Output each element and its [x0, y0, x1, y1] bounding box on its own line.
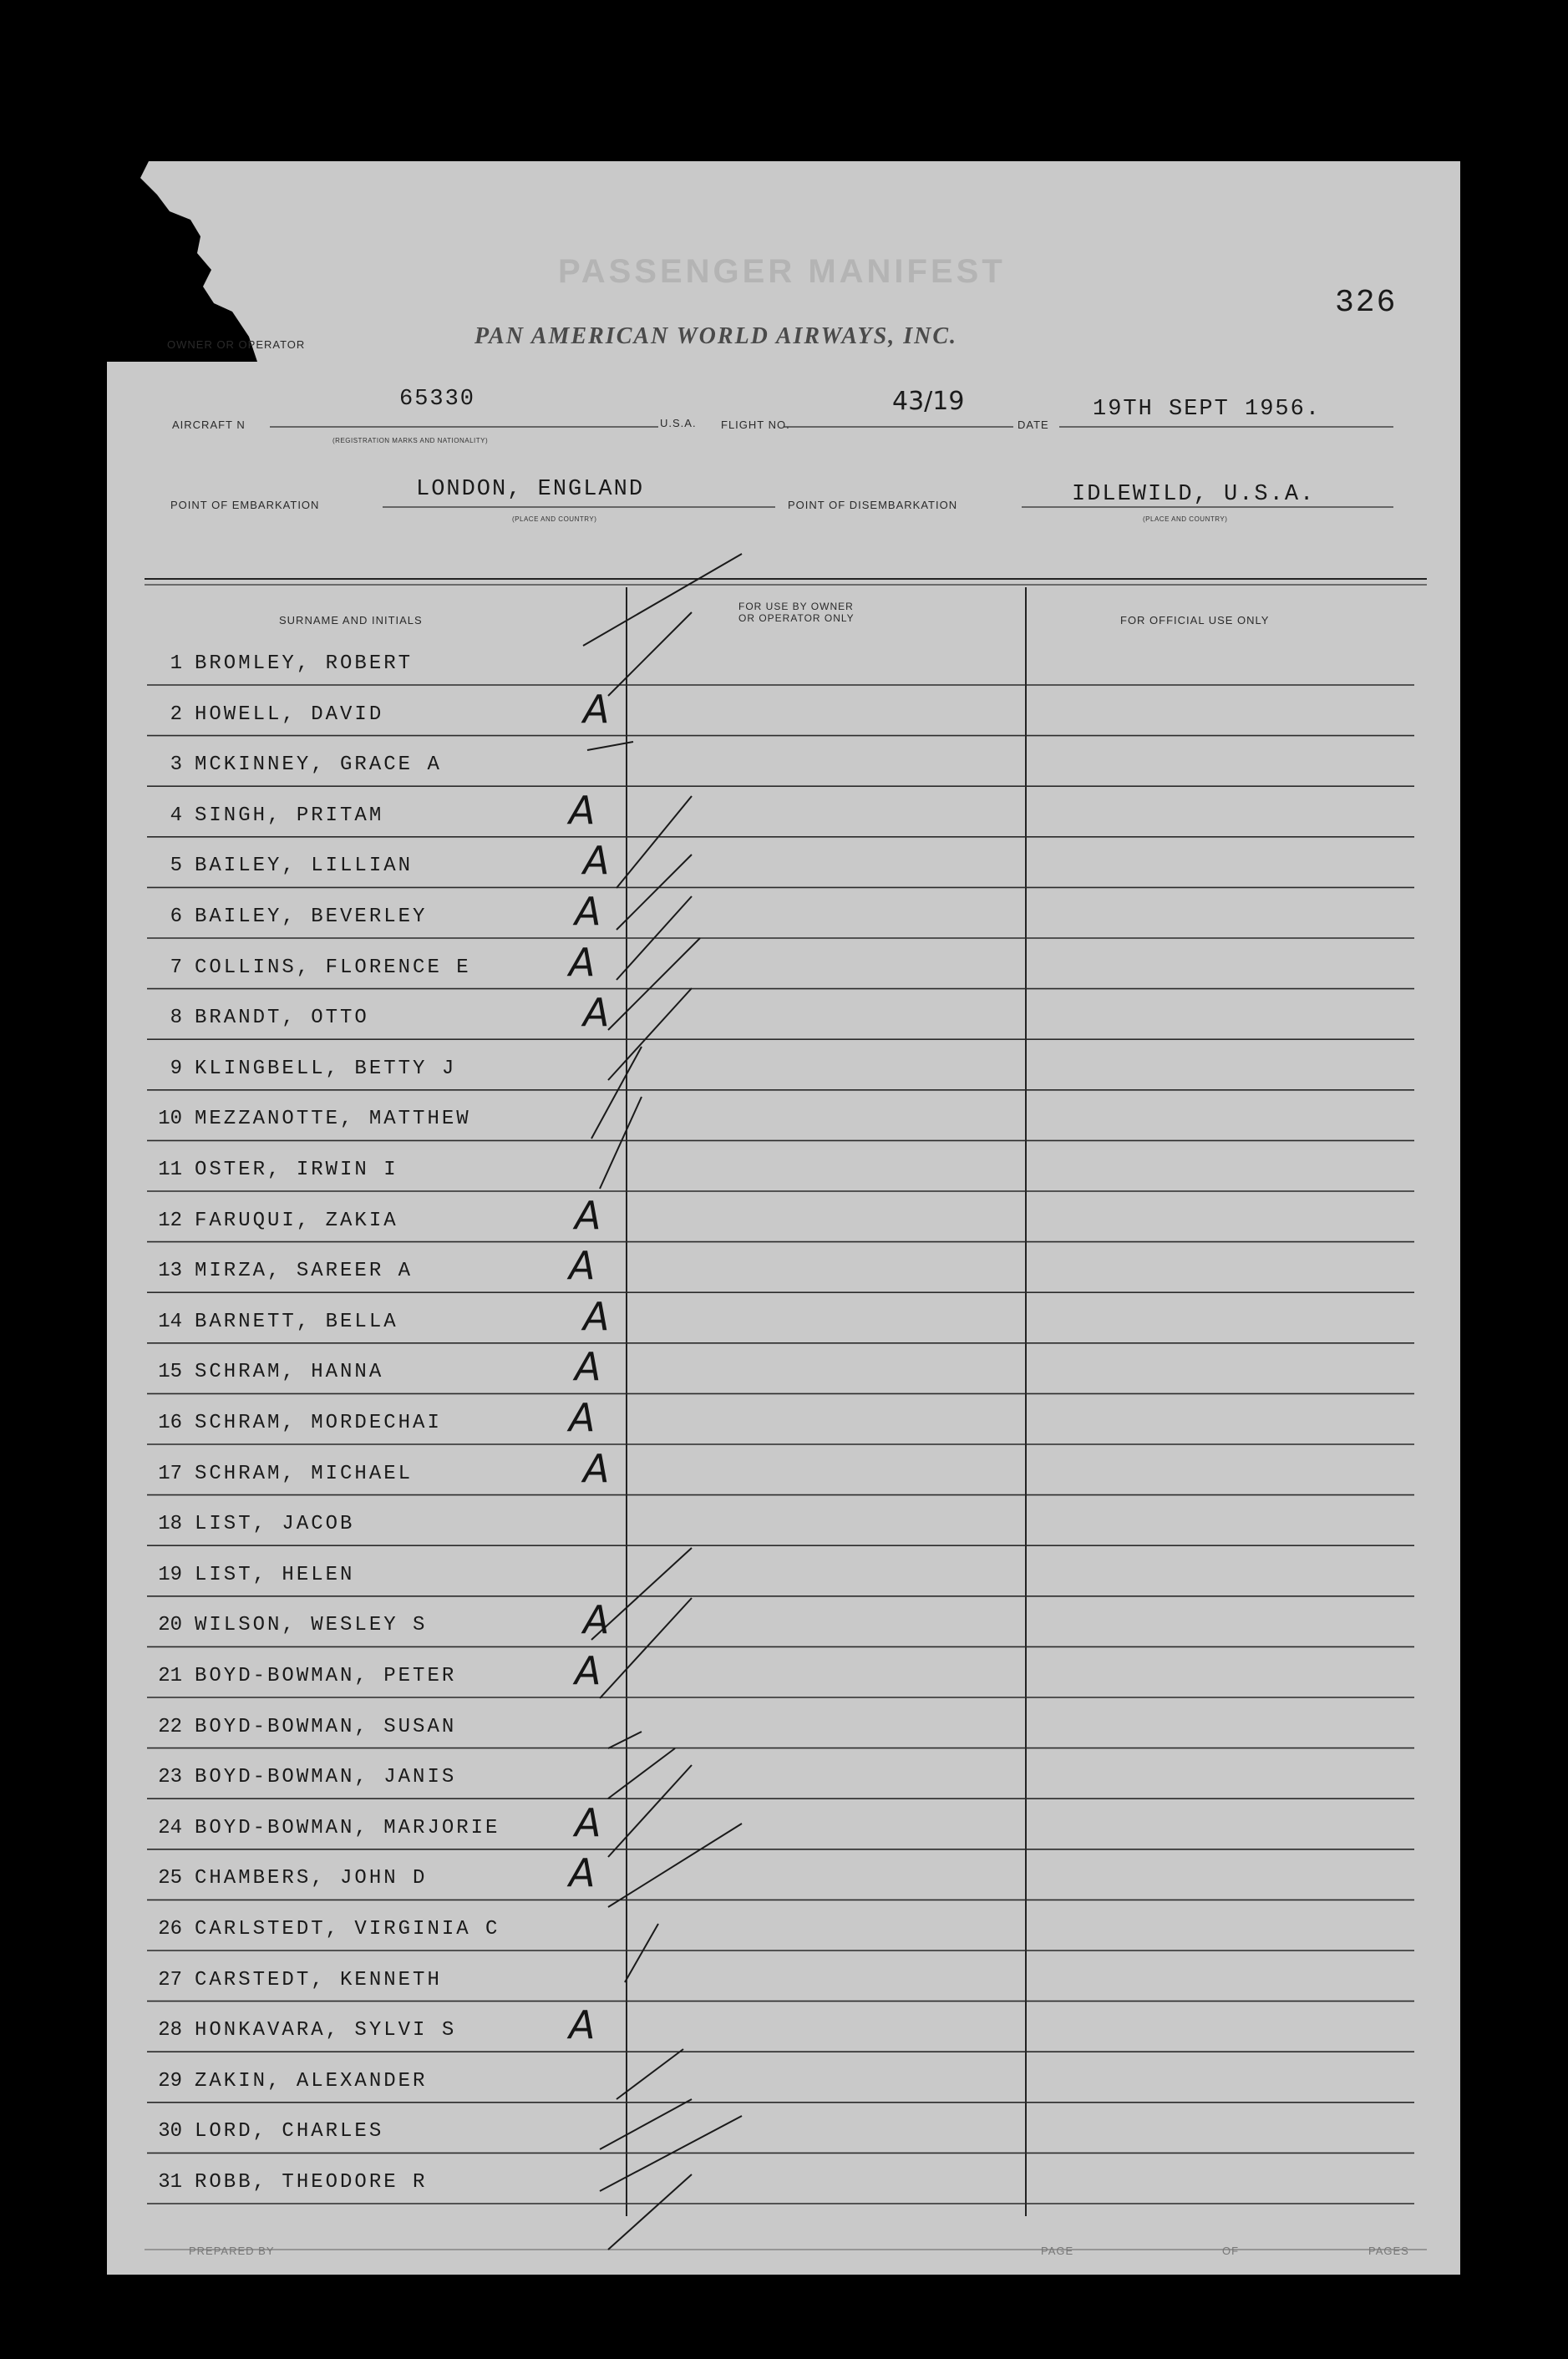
table-row: [107, 1508, 575, 1541]
col3-header: FOR OFFICIAL USE ONLY: [1120, 614, 1270, 627]
disembarkation-label: POINT OF DISEMBARKATION: [788, 499, 958, 511]
table-row: [107, 647, 575, 681]
row-number: 12: [158, 1209, 182, 1232]
table-row: [107, 799, 575, 833]
page-number: 326: [1335, 285, 1398, 321]
row-number: 11: [158, 1159, 182, 1181]
aircraft-value: 65330: [399, 387, 476, 412]
handwritten-check-stroke: [600, 1598, 692, 1698]
table-row: [107, 2166, 575, 2199]
handwritten-mark: A: [583, 686, 610, 732]
pages-label: PAGES: [1368, 2245, 1409, 2257]
passenger-name: BROMLEY, ROBERT: [195, 652, 414, 675]
row-number: 4: [170, 804, 182, 827]
handwritten-mark: A: [575, 1344, 601, 1390]
table-row: [107, 1002, 575, 1035]
row-number: 23: [158, 1766, 182, 1789]
passenger-name: MIRZA, SAREER A: [195, 1260, 414, 1283]
handwritten-check-stroke: [617, 796, 692, 888]
table-row: [107, 1103, 575, 1136]
table-row: [107, 1154, 575, 1187]
passenger-name: SCHRAM, MORDECHAI: [195, 1412, 442, 1434]
passenger-name: BAILEY, BEVERLEY: [195, 906, 428, 928]
handwritten-mark: A: [575, 1192, 601, 1238]
passenger-name: COLLINS, FLORENCE E: [195, 956, 471, 979]
table-row: [107, 1913, 575, 1946]
passenger-name: MCKINNEY, GRACE A: [195, 753, 442, 777]
handwritten-check-stroke: [608, 1765, 692, 1857]
row-number: 29: [158, 2069, 182, 2093]
table-row: [107, 1964, 575, 1997]
handwritten-mark: A: [569, 1850, 596, 1896]
table-row: [107, 1205, 575, 1238]
col1-header: SURNAME AND INITIALS: [279, 614, 423, 627]
passenger-name: BOYD-BOWMAN, JANIS: [195, 1766, 457, 1789]
registration-caption: (REGISTRATION MARKS AND NATIONALITY): [332, 437, 489, 444]
row-number: 1: [170, 652, 182, 675]
passenger-name: LIST, HELEN: [195, 1563, 355, 1586]
handwritten-check-stroke: [591, 1047, 642, 1139]
table-row: [107, 1255, 575, 1288]
row-number: 5: [170, 855, 182, 878]
passenger-name: SCHRAM, HANNA: [195, 1361, 384, 1384]
passenger-name: CARSTEDT, KENNETH: [195, 1968, 442, 1991]
row-number: 27: [158, 1968, 182, 1991]
passenger-name: ROBB, THEODORE R: [195, 2171, 428, 2194]
handwritten-check-stroke: [608, 1748, 675, 1798]
handwritten-mark: A: [569, 939, 596, 985]
row-number: 13: [158, 1260, 182, 1283]
owner-label: OWNER OR OPERATOR: [167, 338, 306, 351]
table-row: [107, 900, 575, 934]
row-number: 6: [170, 906, 182, 928]
row-number: 3: [170, 753, 182, 777]
aircraft-label: AIRCRAFT N: [172, 419, 246, 431]
handwritten-check-stroke: [583, 554, 742, 646]
handwritten-check-stroke: [600, 2099, 692, 2149]
handwritten-mark: A: [583, 1597, 610, 1643]
table-row: [107, 1812, 575, 1845]
row-number: 7: [170, 956, 182, 979]
handwritten-check-stroke: [608, 988, 692, 1080]
passenger-name: LORD, CHARLES: [195, 2120, 384, 2143]
table-row: [107, 1356, 575, 1389]
row-number: 10: [158, 1108, 182, 1131]
date-value: 19TH SEPT 1956.: [1093, 397, 1322, 422]
handwritten-mark: A: [575, 1799, 601, 1845]
passenger-name: HOWELL, DAVID: [195, 703, 384, 726]
table-row: [107, 2115, 575, 2148]
table-row: [107, 1407, 575, 1440]
row-number: 14: [158, 1310, 182, 1333]
table-row: [107, 951, 575, 985]
handwritten-mark: A: [569, 787, 596, 833]
row-number: 25: [158, 1867, 182, 1890]
row-number: 17: [158, 1462, 182, 1485]
disembarkation-value: IDLEWILD, U.S.A.: [1072, 482, 1316, 507]
handwritten-check-stroke: [608, 938, 700, 1030]
col2-header-line2: OR OPERATOR ONLY: [738, 612, 855, 624]
table-row: [107, 1458, 575, 1491]
row-number: 21: [158, 1665, 182, 1687]
prepared-label: PREPARED BY: [189, 2245, 275, 2257]
embarkation-value: LONDON, ENGLAND: [416, 477, 645, 502]
passenger-name: SCHRAM, MICHAEL: [195, 1462, 414, 1485]
row-number: 28: [158, 2019, 182, 2042]
row-number: 20: [158, 1614, 182, 1637]
row-number: 18: [158, 1513, 182, 1536]
handwritten-mark: A: [575, 1648, 601, 1693]
passenger-name: FARUQUI, ZAKIA: [195, 1209, 398, 1232]
row-number: 26: [158, 1918, 182, 1940]
embarkation-label: POINT OF EMBARKATION: [170, 499, 320, 511]
table-row: [107, 1609, 575, 1642]
passenger-name: BAILEY, LILLIAN: [195, 855, 414, 878]
table-row: [107, 748, 575, 782]
form-title: PASSENGER MANIFEST: [558, 253, 1006, 290]
place-caption-2: (PLACE AND COUNTRY): [1143, 515, 1228, 523]
flight-label: FLIGHT NO.: [721, 419, 790, 431]
place-caption-1: (PLACE AND COUNTRY): [512, 515, 597, 523]
handwritten-mark: A: [575, 889, 601, 934]
row-number: 15: [158, 1361, 182, 1384]
passenger-name: BOYD-BOWMAN, SUSAN: [195, 1715, 457, 1738]
table-row: [107, 1711, 575, 1744]
usa-label: U.S.A.: [660, 417, 697, 429]
handwritten-check-stroke: [617, 855, 692, 930]
of-label: OF: [1222, 2245, 1240, 2257]
row-number: 8: [170, 1007, 182, 1030]
handwritten-mark: A: [569, 2002, 596, 2048]
passenger-name: MEZZANOTTE, MATTHEW: [195, 1108, 471, 1131]
flight-value: 43/19: [892, 387, 965, 416]
row-number: 30: [158, 2120, 182, 2143]
passenger-name: CHAMBERS, JOHN D: [195, 1867, 428, 1890]
passenger-name: CARLSTEDT, VIRGINIA C: [195, 1918, 500, 1940]
date-label: DATE: [1017, 419, 1049, 431]
row-number: 31: [158, 2171, 182, 2194]
passenger-name: HONKAVARA, SYLVI S: [195, 2019, 457, 2042]
handwritten-check-stroke: [608, 1732, 642, 1748]
passenger-name: BOYD-BOWMAN, PETER: [195, 1665, 457, 1687]
row-number: 19: [158, 1563, 182, 1586]
table-row: [107, 1761, 575, 1794]
passenger-name: OSTER, IRWIN I: [195, 1159, 398, 1181]
passenger-name: SINGH, PRITAM: [195, 804, 384, 827]
table-row: [107, 2014, 575, 2047]
page-label: PAGE: [1041, 2245, 1074, 2257]
table-row: [107, 1660, 575, 1693]
passenger-name: WILSON, WESLEY S: [195, 1614, 428, 1637]
handwritten-mark: A: [583, 1445, 610, 1491]
table-row: [107, 1053, 575, 1086]
table-row: [107, 1559, 575, 1592]
table-row: [107, 2065, 575, 2098]
handwritten-check-stroke: [625, 1924, 658, 1982]
handwritten-mark: A: [569, 1243, 596, 1289]
row-number: 24: [158, 1816, 182, 1839]
passenger-name: LIST, JACOB: [195, 1513, 355, 1536]
handwritten-mark: A: [583, 990, 610, 1036]
table-row: [107, 1862, 575, 1895]
handwritten-check-stroke: [608, 2174, 692, 2250]
table-row: [107, 1306, 575, 1339]
col2-header-line1: FOR USE BY OWNER: [738, 601, 854, 612]
row-number: 16: [158, 1412, 182, 1434]
passenger-name: BRANDT, OTTO: [195, 1007, 369, 1030]
manifest-page: [107, 161, 1460, 2275]
passenger-name: BARNETT, BELLA: [195, 1310, 398, 1333]
passenger-name: ZAKIN, ALEXANDER: [195, 2069, 428, 2093]
handwritten-mark: A: [569, 1395, 596, 1440]
row-number: 2: [170, 703, 182, 726]
passenger-name: BOYD-BOWMAN, MARJORIE: [195, 1816, 500, 1839]
torn-corner: [107, 161, 358, 362]
table-row: [107, 850, 575, 883]
handwritten-mark: A: [583, 1293, 610, 1339]
row-number: 9: [170, 1057, 182, 1080]
handwritten-mark: A: [583, 838, 610, 884]
row-number: 22: [158, 1715, 182, 1738]
passenger-name: KLINGBELL, BETTY J: [195, 1057, 457, 1080]
owner-value: PAN AMERICAN WORLD AIRWAYS, INC.: [474, 323, 958, 349]
table-row: [107, 698, 575, 732]
